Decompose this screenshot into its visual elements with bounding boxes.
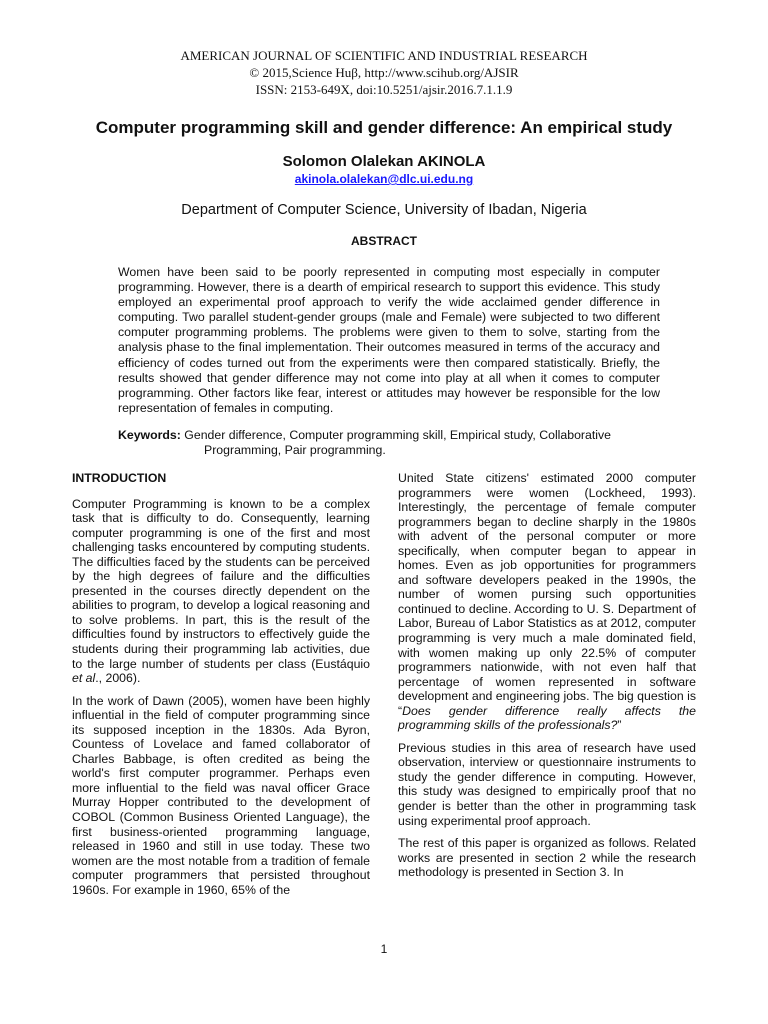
right-paragraph-2: Previous studies in this area of research have used observation, interview or questionnaire instruments to study the gender difference in computing. However, this study was designed to empirically proof that no gender is better than the other in programming task using experimental proof approach.: [398, 740, 696, 828]
intro-p1-end: ., 2006).: [95, 671, 141, 686]
page-number: 1: [380, 942, 388, 956]
right-paragraph-1: [398, 471, 696, 733]
right-p1-text: United State citizens' estimated 2000 computer programmers were women (Lockheed, 1993). Interestingly, the percentage of female computer programmers began to decline sharply in the 1980s with advent of the personal computer or more specifically, when computer began to appear in homes. Even as job opportunities for programmers and software developers peaked in the 1990s, the number of women pursing such opportunities continued to decline. According to U. S. Department of Labor, Bureau of Labor Statistics as at 2012, computer programming is very much a male dominated field, with women making up only 22.5% of computer programmers nationwide, with not even half that percentage of women represented in software development and engineering jobs. The big question is “: [398, 471, 696, 718]
intro-paragraph-1: [72, 497, 370, 686]
left-column: [72, 471, 370, 905]
et-al-italic: et al: [72, 671, 96, 686]
abstract-heading: ABSTRACT: [351, 234, 417, 248]
intro-p1-text: Computer Programming is known to be a complex task that is difficulty to do. Consequently, learning computer programming is one of the first and most challenging tasks encountered by computing students. The difficulties faced by the students can be perceived by the high degrees of failure and the difficulties presented in the courses directly dependent on the abilities to program, to develop a logical reasoning and to solve problems. In part, this is the result of the difficulties found by instructors to effectively guide the students during their programming lab activities, due to the large number of students per class (Eustáquio: [72, 496, 370, 671]
right-paragraph-3: The rest of this paper is organized as follows. Related works are presented in section 2 while the research methodology is presented in Section 3. In: [398, 836, 696, 880]
research-question: Does gender difference really affects the programming skills of the professionals?: [398, 703, 696, 733]
journal-masthead: [0, 47, 768, 98]
keywords-label: Keywords:: [118, 428, 181, 442]
author-email-link[interactable]: akinola.olalekan@dlc.ui.edu.ng: [294, 172, 474, 186]
keywords-line-2: Programming, Pair programming.: [204, 442, 386, 457]
journal-name: AMERICAN JOURNAL OF SCIENTIFIC AND INDUSTRIAL RESEARCH: [180, 48, 588, 63]
issn-line: ISSN: 2153-649X, doi:10.5251/ajsir.2016.7.1.1.9: [255, 82, 513, 97]
right-column: [398, 471, 696, 888]
intro-paragraph-2: In the work of Dawn (2005), women have been highly influential in the field of computer programming since its supposed inception in the 1830s. Ada Byron, Countess of Lovelace and famed collaborator of Charles Babbage, is often credited as being the world's first computer programmer. Perhaps even more influential to the field was naval officer Grace Murray Hopper contributed to the development of COBOL (Common Business Oriented Language), the first business-oriented programming language, released in 1960 and still in use today. These two women are the most notable from a tradition of female computer programmers that persisted throughout 1960s. For example in 1960, 65% of the: [72, 693, 370, 897]
paper-title: Computer programming skill and gender difference: An empirical study: [95, 118, 673, 137]
research-question-close: ”: [617, 718, 622, 733]
keywords-block: [118, 428, 660, 457]
copyright-line: © 2015,Science Huβ, http://www.scihub.org/AJSIR: [249, 65, 519, 80]
author-name: Solomon Olalekan AKINOLA: [282, 153, 486, 170]
abstract-text: Women have been said to be poorly represented in computing most especially in computer programming. However, there is a dearth of empirical research to support this evidence. This study employed an experimental proof approach to verify the wide acclaimed gender difference in computing. Two parallel student-gender groups (male and Female) were subjected to two different computer programming problems. The problems were given to them to solve, starting from the analysis phase to the final implementation. Their outcomes measured in terms of the accuracy and efficiency of codes turned out from the experiments were then compared statistically. Briefly, the results showed that gender difference may not come into play at all when it comes to computer programming. Other factors like fear, interest or attitudes may however be responsible for the low representation of females in computing.: [118, 265, 660, 415]
author-affiliation: Department of Computer Science, University of Ibadan, Nigeria: [181, 202, 587, 218]
introduction-heading: INTRODUCTION: [72, 471, 167, 485]
keywords-line-1: Gender difference, Computer programming skill, Empirical study, Collaborative: [184, 428, 611, 442]
